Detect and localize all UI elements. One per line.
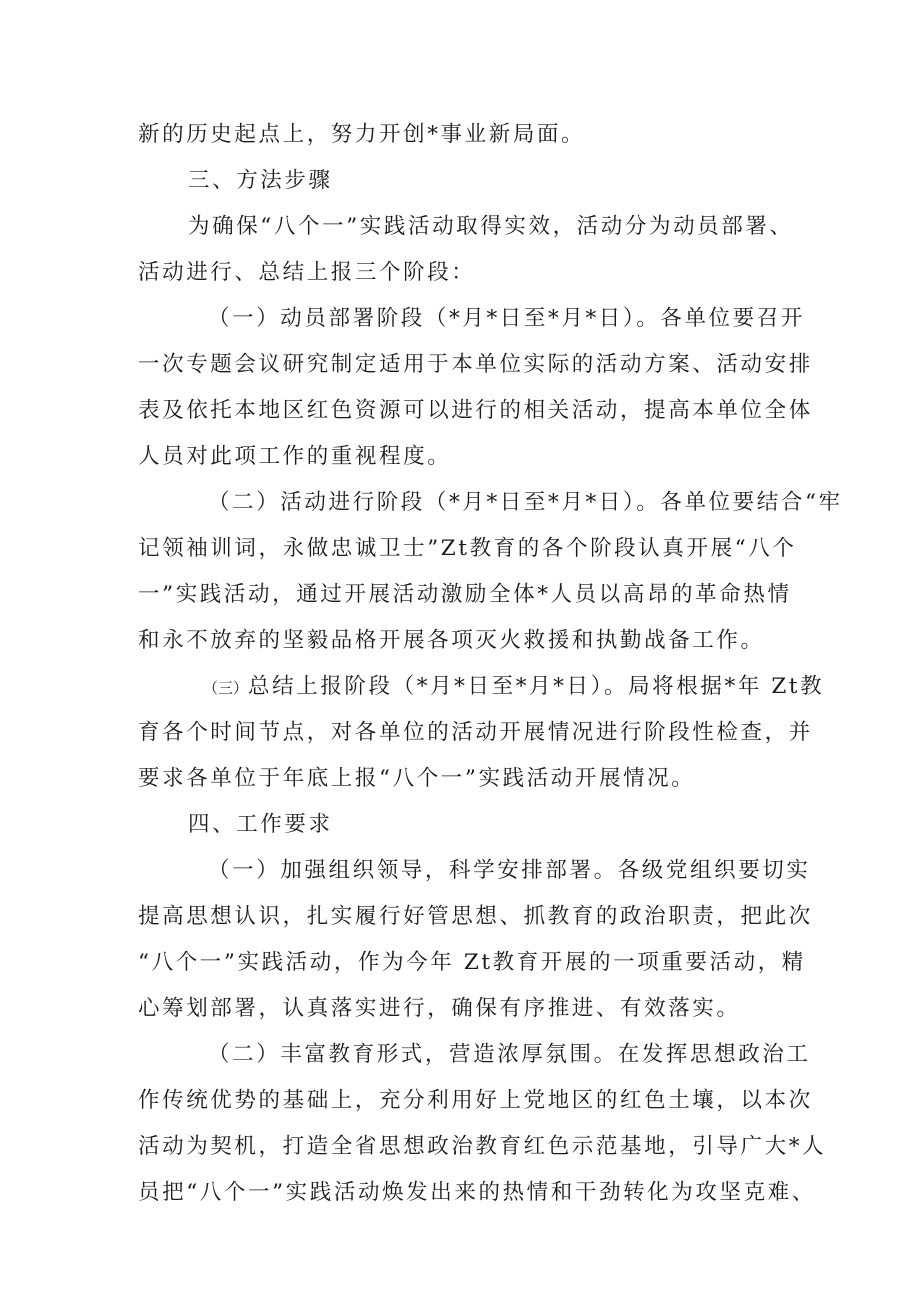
paragraph-line: （一）动员部署阶段（*月*日至*月*日）。各单位要召开 (208, 306, 805, 331)
paragraph-line: 一”实践活动，通过开展活动激励全体*人员以高昂的革命热情 (138, 582, 792, 607)
paragraph-line: （二）丰富教育形式，营造浓厚氛围。在发挥思想政治工 (208, 1042, 811, 1067)
paragraph-line: 为确保“八个一”实践活动取得实效，活动分为动员部署、 (188, 214, 794, 239)
paragraph-line: 提高思想认识，扎实履行好管思想、抓教育的政治职责，把此次 (138, 904, 813, 929)
paragraph-line: （二）活动进行阶段（*月*日至*月*日）。各单位要结合“牢 (208, 490, 843, 515)
paragraph-line: 要求各单位于年底上报“八个一”实践活动开展情况。 (138, 766, 696, 791)
paragraph-line: 和永不放弃的坚毅品格开展各项灭火救援和执勤战备工作。 (138, 628, 765, 653)
paragraph-line: 表及依托本地区红色资源可以进行的相关活动，提高本单位全体 (138, 398, 813, 423)
paragraph-line: 记领袖训词，永做忠诚卫士”Zt教育的各个阶段认真开展“八个 (138, 536, 797, 561)
paragraph-line: “八个一”实践活动，作为今年 Zt教育开展的一项重要活动，精 (138, 950, 806, 975)
section-heading-methods: 三、方法步骤 (188, 168, 333, 193)
paragraph-line: 员把“八个一”实践活动焕发出来的热情和干劲转化为攻坚克难、 (138, 1180, 816, 1205)
paragraph-line: （一）加强组织领导，科学安排部署。各级党组织要切实 (208, 858, 811, 883)
paragraph-line: 活动进行、总结上报三个阶段： (138, 260, 476, 285)
paragraph-line (203, 669, 824, 705)
paragraph-line: 一次专题会议研究制定适用于本单位实际的活动方案、活动安排 (138, 352, 813, 377)
paragraph-text: 总结上报阶段（*月*日至*月*日）。局将根据*年 Zt教 (248, 674, 825, 699)
paragraph-line: 心筹划部署，认真落实进行，确保有序推进、有效落实。 (138, 996, 741, 1021)
paragraph-line: 育各个时间节点，对各单位的活动开展情况进行阶段性检查，并 (138, 720, 813, 745)
paragraph-line: 人员对此项工作的重视程度。 (138, 444, 452, 469)
list-marker: （三） (203, 679, 249, 697)
paragraph-line: 作传统优势的基础上，充分利用好上党地区的红色土壤，以本次 (138, 1088, 813, 1113)
section-heading-requirements: 四、工作要求 (188, 812, 333, 837)
paragraph-line: 新的历史起点上，努力开创*事业新局面。 (138, 122, 586, 147)
paragraph-line: 活动为契机，打造全省思想政治教育红色示范基地，引导广大*人 (138, 1134, 827, 1159)
